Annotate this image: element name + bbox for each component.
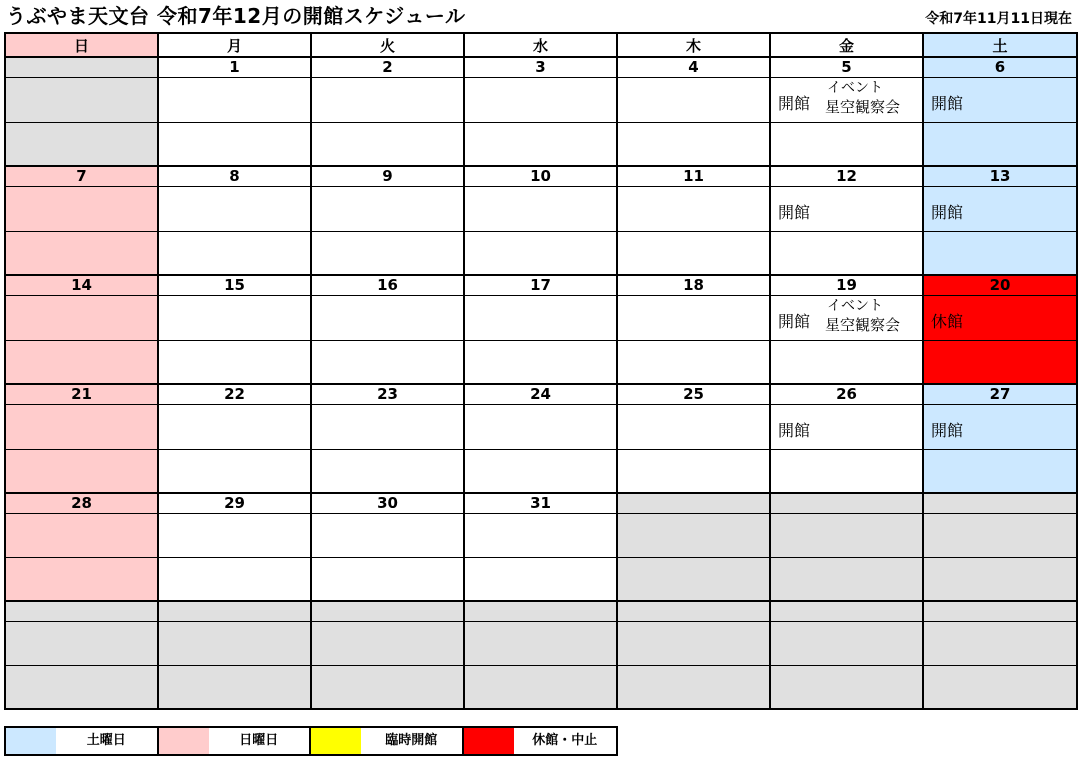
weekday-wed: 水 [464,33,617,57]
status-cell [617,186,770,231]
status-cell [5,77,158,122]
date-cell: 27 [923,384,1077,404]
week-2-status [5,186,1077,231]
date-cell: 30 [311,493,464,513]
color-legend [4,726,618,756]
week-1-extra [5,122,1077,166]
date-cell: 21 [5,384,158,404]
legend-swatch-sunday [159,728,209,754]
page-title: うぶやま天文台 令和7年12月の開館スケジュール [6,4,466,28]
extra-cell [923,449,1077,493]
date-cell: 2 [311,57,464,77]
weekday-fri: 金 [770,33,923,57]
extra-cell [311,449,464,493]
status-cell-dec20 [923,295,1077,340]
extra-cell [5,557,158,601]
open-label: 開館 [778,420,811,440]
legend-saturday [6,728,159,754]
open-label: 開館 [931,202,964,222]
week-4-dates [5,384,1077,404]
week-3-extra [5,340,1077,384]
status-cell [617,404,770,449]
date-cell [770,601,923,621]
date-cell [5,601,158,621]
extra-cell [5,340,158,384]
date-cell [617,601,770,621]
date-cell: 15 [158,275,311,295]
week-5-extra [5,557,1077,601]
date-cell: 7 [5,166,158,186]
status-cell [464,186,617,231]
week-3-dates [5,275,1077,295]
open-label: 開館 [931,420,964,440]
date-cell [158,601,311,621]
week-4-extra [5,449,1077,493]
date-cell [617,493,770,513]
date-cell: 24 [464,384,617,404]
calendar-grid [4,32,1078,710]
open-label: 開館 [931,93,964,113]
closed-label: 休館 [931,311,964,331]
status-cell [158,77,311,122]
weekday-sun: 日 [5,33,158,57]
date-cell: 29 [158,493,311,513]
status-cell-dec12 [770,186,923,231]
date-cell: 16 [311,275,464,295]
status-cell [158,186,311,231]
extra-cell [311,231,464,275]
status-cell [311,295,464,340]
extra-cell [770,557,923,601]
legend-swatch-temporary-open [311,728,361,754]
as-of-date: 令和7年11月11日現在 [925,11,1072,27]
extra-cell [158,449,311,493]
status-cell [5,295,158,340]
legend-temporary-open [311,728,464,754]
date-cell [5,57,158,77]
extra-cell [617,449,770,493]
extra-cell [158,340,311,384]
date-cell: 17 [464,275,617,295]
extra-cell [617,122,770,166]
extra-cell [464,449,617,493]
status-cell [311,77,464,122]
extra-cell [923,557,1077,601]
legend-closed [464,728,617,754]
extra-cell [311,557,464,601]
extra-cell [617,231,770,275]
status-cell [158,295,311,340]
extra-cell [5,122,158,166]
status-cell-dec19 [770,295,923,340]
legend-label: 日曜日 [239,733,279,748]
event-title: イベント [827,297,883,314]
extra-cell [311,665,464,709]
status-cell [617,295,770,340]
weekday-header-row [5,33,1077,57]
date-cell [770,493,923,513]
extra-cell [923,122,1077,166]
extra-cell [770,231,923,275]
extra-cell [770,122,923,166]
week-6-extra [5,665,1077,709]
extra-cell [617,557,770,601]
week-6-dates [5,601,1077,621]
status-cell-dec26 [770,404,923,449]
event-name: 星空観察会 [825,97,901,116]
open-label: 開館 [778,93,811,113]
extra-cell [5,231,158,275]
extra-cell [464,665,617,709]
week-3-status [5,295,1077,340]
week-4-status [5,404,1077,449]
status-cell [158,621,311,665]
week-5-status [5,513,1077,557]
status-cell [464,621,617,665]
date-cell: 8 [158,166,311,186]
date-cell: 28 [5,493,158,513]
status-cell [5,404,158,449]
extra-cell [158,665,311,709]
status-cell-dec6 [923,77,1077,122]
legend-swatch-closed [464,728,514,754]
week-1-status [5,77,1077,122]
extra-cell [923,231,1077,275]
date-cell: 26 [770,384,923,404]
legend-label: 土曜日 [86,733,126,748]
date-cell: 9 [311,166,464,186]
legend-swatch-saturday [6,728,56,754]
status-cell [923,513,1077,557]
date-cell [923,601,1077,621]
date-cell: 19 [770,275,923,295]
weekday-thu: 木 [617,33,770,57]
extra-cell [617,665,770,709]
extra-cell [158,122,311,166]
status-cell [311,621,464,665]
date-cell: 6 [923,57,1077,77]
date-cell: 13 [923,166,1077,186]
date-cell: 4 [617,57,770,77]
status-cell [311,186,464,231]
week-5-dates [5,493,1077,513]
date-cell: 1 [158,57,311,77]
extra-cell [464,557,617,601]
status-cell [464,404,617,449]
date-cell: 14 [5,275,158,295]
status-cell [5,513,158,557]
extra-cell [923,665,1077,709]
week-1-dates [5,57,1077,77]
status-cell [464,295,617,340]
status-cell [464,77,617,122]
extra-cell [464,122,617,166]
status-cell [311,513,464,557]
week-2-dates [5,166,1077,186]
extra-cell [5,449,158,493]
weekday-mon: 月 [158,33,311,57]
status-cell [158,513,311,557]
date-cell: 10 [464,166,617,186]
extra-cell [311,122,464,166]
extra-cell [5,665,158,709]
status-cell [158,404,311,449]
event-label [825,297,900,335]
extra-cell [770,449,923,493]
event-title: イベント [827,79,883,96]
status-cell [5,186,158,231]
extra-cell [464,231,617,275]
status-cell [5,621,158,665]
status-cell [311,404,464,449]
date-cell: 3 [464,57,617,77]
legend-label: 休館・中止 [532,733,598,748]
date-cell: 20 [923,275,1077,295]
status-cell-dec27 [923,404,1077,449]
status-cell-dec13 [923,186,1077,231]
week-6-status [5,621,1077,665]
status-cell [617,513,770,557]
extra-cell [311,340,464,384]
date-cell: 11 [617,166,770,186]
date-cell [464,601,617,621]
date-cell [311,601,464,621]
legend-sunday [159,728,312,754]
date-cell: 12 [770,166,923,186]
extra-cell [770,340,923,384]
status-cell [617,77,770,122]
legend-label: 臨時開館 [385,733,438,748]
extra-cell [770,665,923,709]
open-label: 開館 [778,311,811,331]
status-cell [464,513,617,557]
date-cell: 23 [311,384,464,404]
status-cell-dec5 [770,77,923,122]
date-cell: 18 [617,275,770,295]
status-cell [617,621,770,665]
week-2-extra [5,231,1077,275]
event-label [825,79,900,117]
extra-cell [158,557,311,601]
extra-cell [158,231,311,275]
date-cell: 5 [770,57,923,77]
open-label: 開館 [778,202,811,222]
status-cell [923,621,1077,665]
event-name: 星空観察会 [825,315,901,334]
extra-cell [617,340,770,384]
date-cell: 25 [617,384,770,404]
extra-cell [464,340,617,384]
date-cell: 31 [464,493,617,513]
date-cell: 22 [158,384,311,404]
weekday-sat: 土 [923,33,1077,57]
status-cell [770,513,923,557]
weekday-tue: 火 [311,33,464,57]
status-cell [770,621,923,665]
extra-cell [923,340,1077,384]
date-cell [923,493,1077,513]
